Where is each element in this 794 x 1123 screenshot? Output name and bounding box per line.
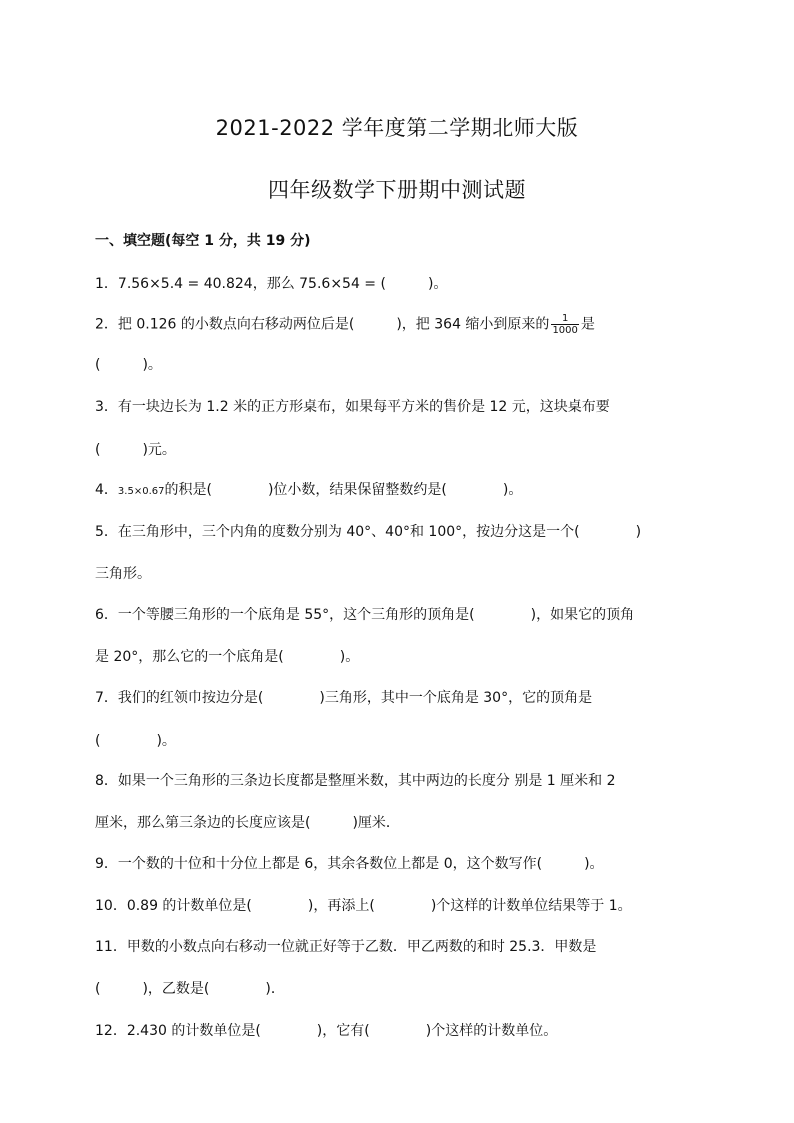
question-2-line1 [95,313,707,336]
question-1: 1．7.56×5.4 = 40.824，那么 75.6×54 = ( )。 [95,276,448,292]
question-12: 12．2.430 的计数单位是( )，它有( )个这样的计数单位。 [95,1023,558,1039]
question-11-line2: ( )，乙数是( )． [95,981,285,997]
question-7-line2: ( )。 [95,733,176,749]
question-2-line2: ( )。 [95,357,162,373]
question-4-text: 的积是( )位小数，结果保留整数约是( )。 [164,482,523,498]
question-5-line1: 5．在三角形中，三个内角的度数分别为 40°、40°和 100°，按边分这是一个( ) [95,524,642,540]
question-8-line2: 厘米，那么第三条边的长度应该是( )厘米． [95,815,400,831]
fraction-one-thousandth [551,313,578,336]
fraction-denominator: 1000 [552,325,578,336]
question-11-line1: 11．甲数的小数点向右移动一位就正好等于乙数．甲乙两数的和时 25.3．甲数是 [95,939,597,955]
question-3-line2: ( )元。 [95,442,176,458]
question-6-line1: 6．一个等腰三角形的一个底角是 55°，这个三角形的顶角是( )，如果它的顶角 [95,607,635,623]
question-4-number: 4． [95,482,118,498]
section-heading-fill-in: 一、填空题(每空 1 分，共 19 分) [95,233,311,249]
fraction-numerator: 1 [551,313,578,325]
question-2-suffix: 是 [580,316,595,333]
question-8-line1: 8．如果一个三角形的三条边长度都是整厘米数，其中两边的长度分 别是 1 厘米和 2 [95,773,616,789]
question-7-line1: 7．我们的红领巾按边分是( )三角形，其中一个底角是 30°，它的顶角是 [95,690,593,706]
document-title-line1: 2021-2022 学年度第二学期北师大版 [215,116,579,140]
question-9: 9．一个数的十位和十分位上都是 6，其余各数位上都是 0，这个数写作( )。 [95,856,604,872]
question-4-expression: 3.5×0.67 [117,486,165,497]
question-10: 10．0.89 的计数单位是( )，再添上( )个这样的计数单位结果等于 1。 [95,898,632,914]
question-6-line2: 是 20°，那么它的一个底角是( )。 [95,649,360,665]
question-3-line1: 3．有一块边长为 1.2 米的正方形桌布，如果每平方米的售价是 12 元，这块桌布要 [95,399,610,415]
question-2-text: 2．把 0.126 的小数点向右移动两位后是( )，把 364 缩小到原来的 [95,316,550,333]
document-title-line2: 四年级数学下册期中测试题 [268,178,526,202]
question-5-line2: 三角形。 [95,566,151,582]
question-4 [95,481,707,501]
